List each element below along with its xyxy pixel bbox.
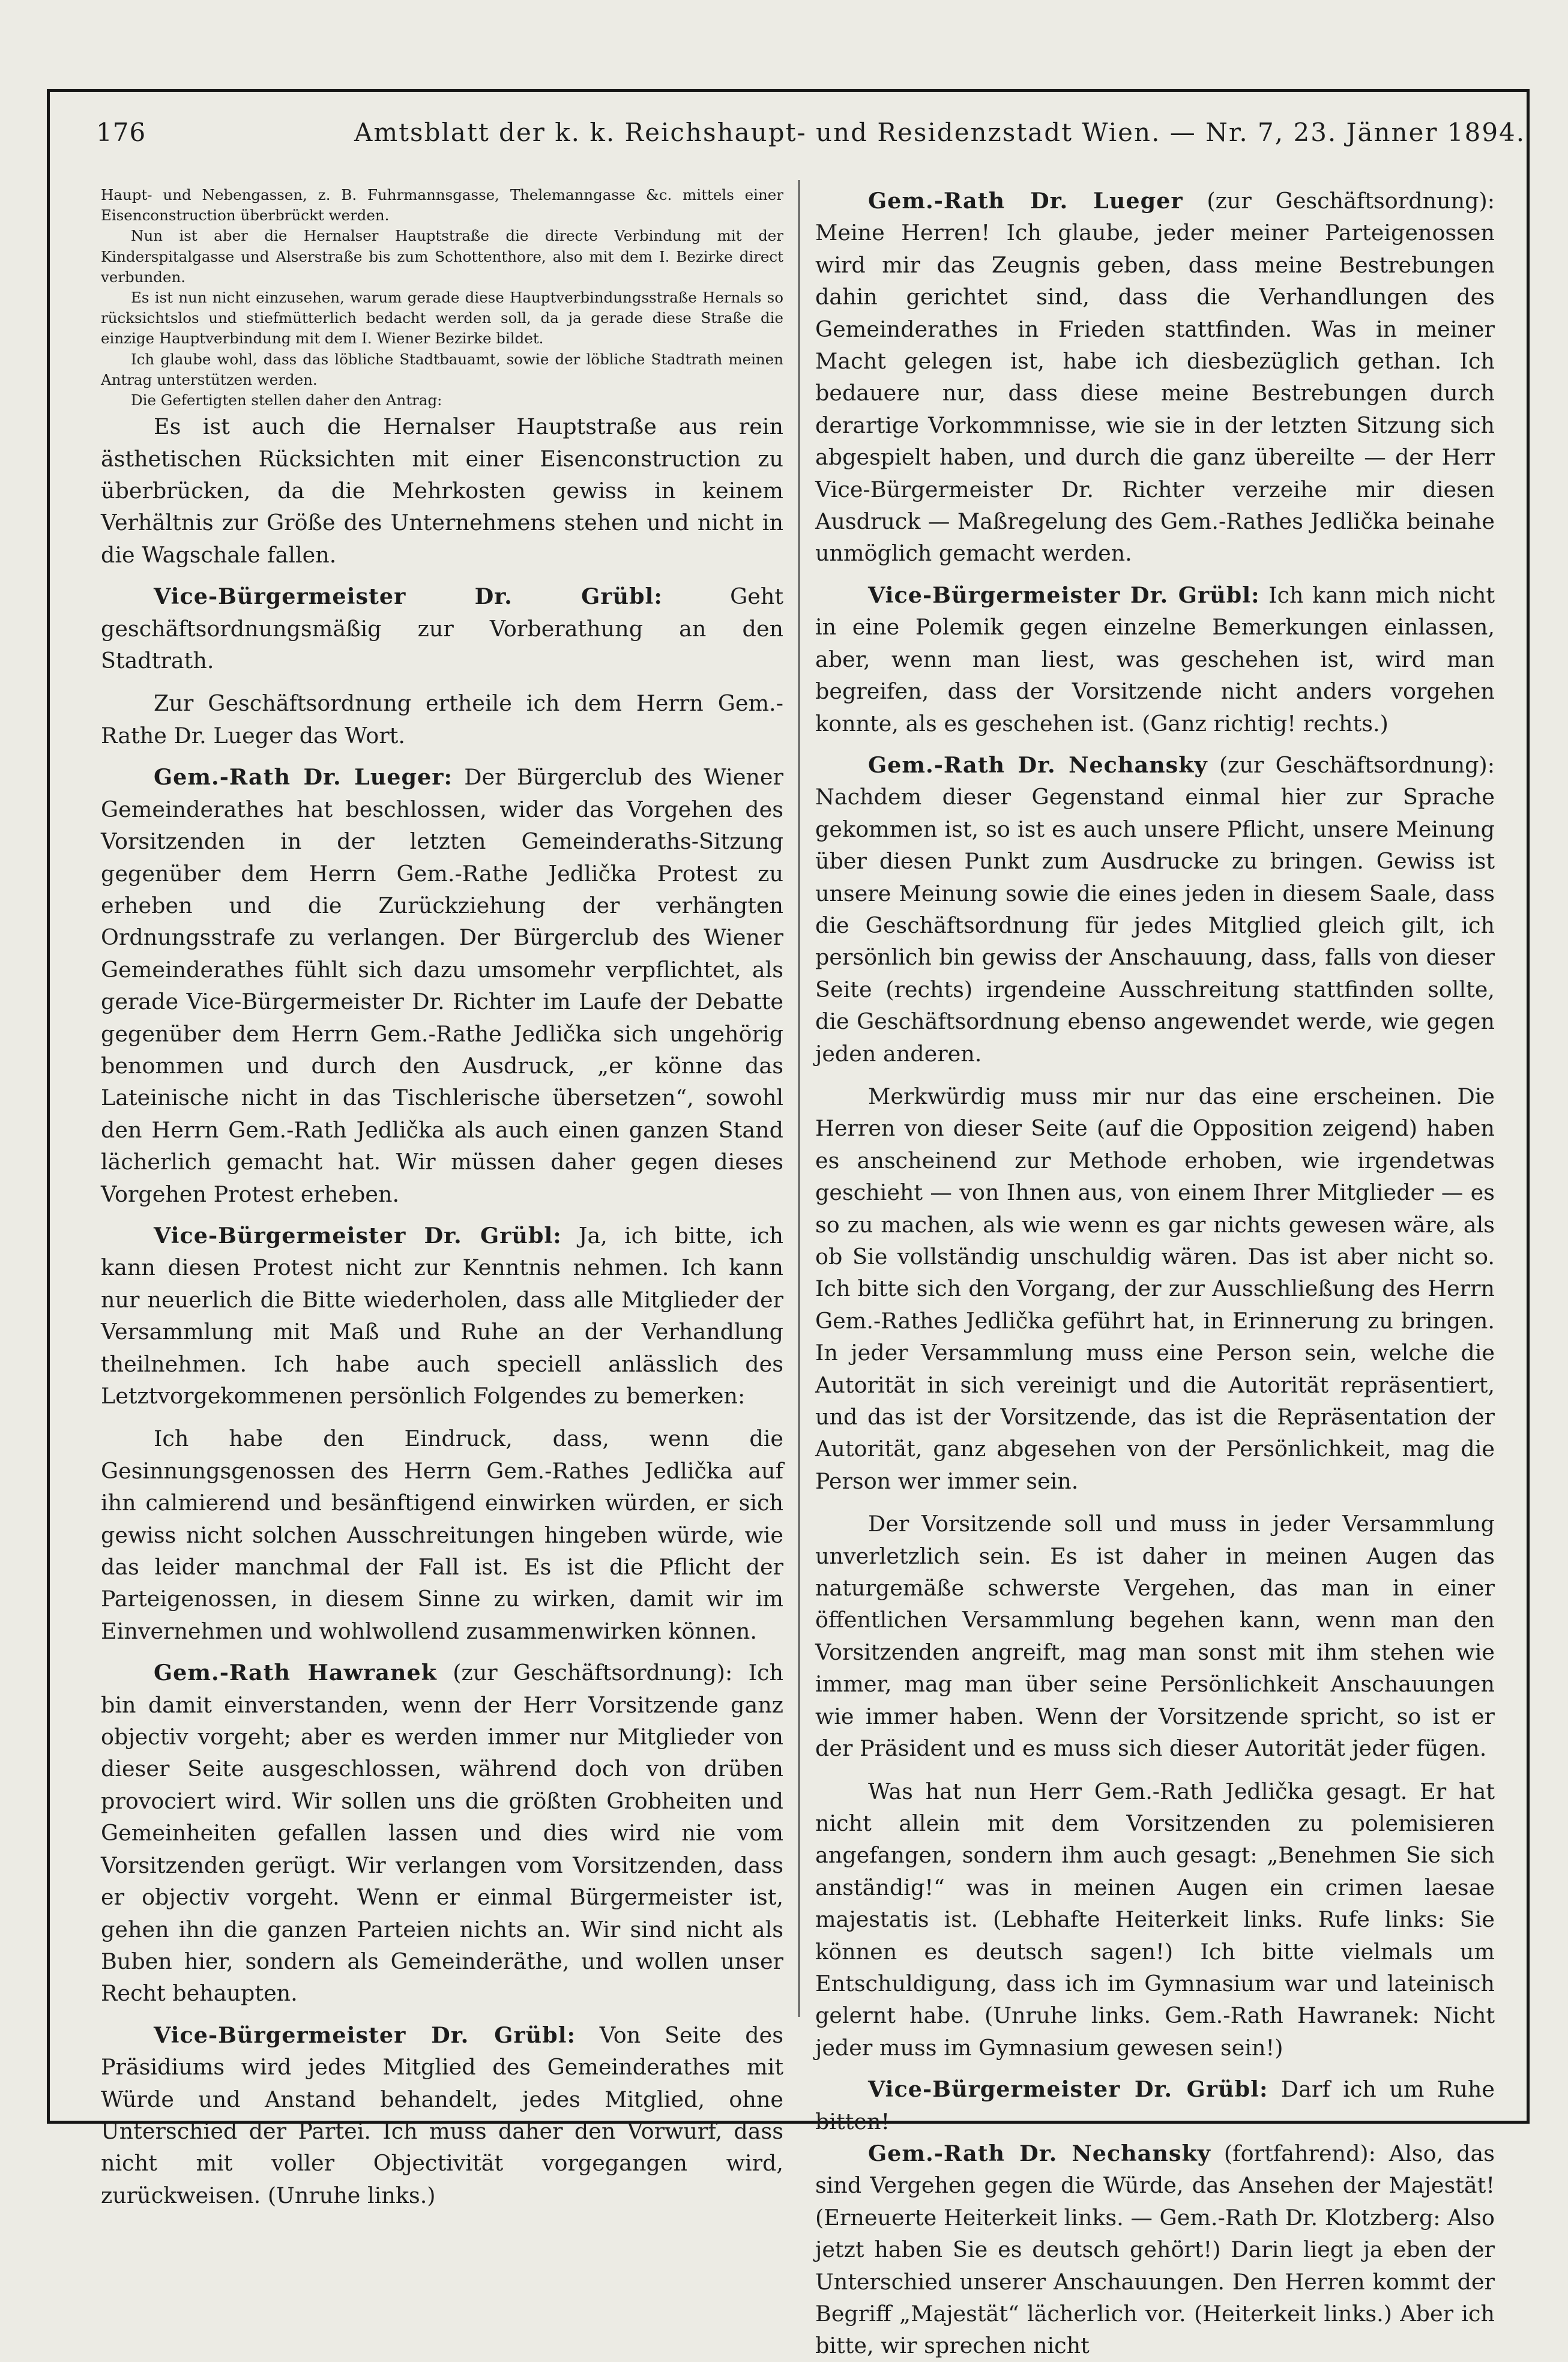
paragraph — [101, 2019, 783, 2211]
paragraph-text: Es ist auch die Hernalser Hauptstraße aus rein ästhetischen Rücksichten mit einer Eisenconstruction zu überbrücken, da die Mehrkosten gewiss in keinem Verhältnis zur Größe des Unternehmens stehen und nicht in die Wagschale fallen. — [101, 414, 783, 568]
speaker-name: Gem.-Rath Dr. Nechansky — [868, 752, 1208, 778]
paragraph — [815, 185, 1495, 570]
paragraph-text: Zur Geschäftsordnung ertheile ich dem Herrn Gem.-Rathe Dr. Lueger das Wort. — [101, 690, 783, 749]
paragraph-text: (zur Geschäftsordnung): Nachdem dieser Gegenstand einmal hier zur Sprache gekommen ist, so ist es auch unsere Pflicht, unsere Meinung über diesen Punkt zum Ausdrucke zu bringen. Gewiss ist unsere Meinung sowie die eines jeden in diesem Saale, dass die Geschäftsordnung für jedes Mitglied gleich gilt, ich persönlich bin gewiss der Anschauung, dass, falls von dieser Seite (rechts) irgendeine Ausschreitung stattfinden sollte, die Geschäftsordnung ebenso angewendet werde, wie gegen jeden anderen. — [815, 752, 1495, 1067]
paragraph — [101, 1220, 783, 1412]
paragraph-text: Der Bürgerclub des Wiener Gemeinderathes hat beschlossen, wider das Vorgehen des Vorsitzenden in der letzten Gemeinderaths-Sitzung gegenüber dem Herrn Gem.-Rathe Jedlička Protest zu erheben und die Zurückziehung der verhängten Ordnungsstrafe zu verlangen. Der Bürgerclub des Wiener Gemeinderathes fühlt sich dazu umsomehr verpflichtet, als gerade Vice-Bürgermeister Dr. Richter im Laufe der Debatte gegenüber dem Herrn Gem.-Rathe Jedlička sich ungehörig benommen und durch den Ausdruck, „er könne das Lateinische nicht in das Tischlerische übersetzen“, sowohl den Herrn Gem.-Rath Jedlička als auch einen ganzen Stand lächerlich gemacht hat. Wir müssen daher gegen dieses Vorgehen Protest erheben. — [101, 764, 783, 1207]
paragraph-text: Von Seite des Präsidiums wird jedes Mitglied des Gemeinderathes mit Würde und Anstand behandelt, jedes Mitglied, ohne Unterschied der Partei. Ich muss daher den Vorwurf, dass nicht mit voller Objectivität vorgegangen wird, zurückweisen. (Unruhe links.) — [101, 2022, 783, 2208]
paragraph-text: Ich habe den Eindruck, dass, wenn die Gesinnungsgenossen des Herrn Gem.-Rathes Jedlička auf ihn calmierend und besänftigend einwirken würden, er sich gewiss nicht solchen Ausschreitungen hingeben würde, wie das leider manchmal der Fall ist. Es ist die Pflicht der Parteigenossen, in diesem Sinne zu wirken, damit wir im Einvernehmen und wohlwollend zusammenwirken können. — [101, 1426, 783, 1644]
paragraph-text: Merkwürdig muss mir nur das eine erscheinen. Die Herren von dieser Seite (auf die Opposition zeigend) haben es anscheinend zur Methode erhoben, wie irgendetwas geschieht — von Ihnen aus, von einem Ihrer Mitglieder — es so zu machen, als wie wenn es gar nichts gewesen wäre, als ob Sie vollständig unschuldig wären. Das ist aber nicht so. Ich bitte sich den Vorgang, der zur Ausschließung des Herrn Gem.-Rathes Jedlička geführt hat, in Erinnerung zu bringen. In jeder Versammlung muss eine Person sein, welche die Autorität in sich vereinigt und die Autorität repräsentiert, und das ist der Vorsitzende, das ist die Repräsentation der Autorität, ganz abgesehen von der Persönlichkeit, mag die Person wer immer sein. — [815, 1083, 1495, 1494]
speaker-name: Gem.-Rath Dr. Nechansky — [868, 2140, 1211, 2166]
paragraph — [101, 1657, 783, 2009]
speaker-name: Gem.-Rath Dr. Lueger: — [154, 764, 453, 791]
paragraph-text: Ich kann mich nicht in eine Polemik gegen einzelne Bemerkungen einlassen, aber, wenn man liest, was geschehen ist, wird man begreifen, dass der Vorsitzende nicht anders vorgehen konnte, als es geschehen ist. (Ganz richtig! rechts.) — [815, 582, 1495, 737]
paragraph-text: Was hat nun Herr Gem.-Rath Jedlička gesagt. Er hat nicht allein mit dem Vorsitzenden zu polemisieren angefangen, sondern ihm auch gesagt: „Benehmen Sie sich anständig!“ was in meinen Augen ein crimen laesae majestatis ist. (Lebhafte Heiterkeit links. Rufe links: Sie können es deutsch sagen!) Ich bitte vielmals um Entschuldigung, dass ich im Gymnasium war und lateinisch gelernt habe. (Unruhe links. Gem.-Rath Hawranek: Nicht jeder muss im Gymnasium gewesen sein!) — [815, 1778, 1495, 2061]
speaker-name: Vice-Bürgermeister Dr. Grübl: — [154, 583, 663, 610]
small-paragraph: Ich glaube wohl, dass das löbliche Stadtbauamt, sowie der löbliche Stadtrath meinen Antrag unterstützen werden. — [101, 350, 783, 388]
paragraph — [101, 761, 783, 1210]
paragraph-text: Der Vorsitzende soll und muss in jeder Versammlung unverletzlich sein. Es ist daher in meinen Augen das naturgemäße schwerste Vergehen, das man in einer öffentlichen Versammlung begehen kann, wenn man den Vorsitzenden angreift, mag man sonst mit ihm stehen wie immer, mag man über seine Persönlichkeit Anschauungen wie immer haben. Wenn der Vorsitzende spricht, so ist er der Präsident und es muss sich dieser Autorität jeder fügen. — [815, 1511, 1495, 1762]
right-column — [815, 185, 1495, 2362]
paragraph — [101, 687, 783, 752]
paragraph-text: (zur Geschäftsordnung): Meine Herren! Ich glaube, jeder meiner Parteigenossen wird mir das Zeugnis geben, dass meine Bestrebungen dahin gerichtet sind, dass die Verhandlungen des Gemeinderathes in Frieden stattfinden. Was in meiner Macht gelegen ist, habe ich diesbezüglich gethan. Ich bedauere nur, dass diese meine Bestrebungen durch derartige Vorkommnisse, wie sie in der letzten Sitzung sich abgespielt haben, und durch die ganz übereilte — der Herr Vice-Bürgermeister Dr. Richter verzeihe mir diesen Ausdruck — Maßregelung des Gem.-Rathes Jedlička beinahe unmöglich gemacht werden. — [815, 188, 1495, 567]
small-paragraph: Nun ist aber die Hernalser Hauptstraße die directe Verbindung mit der Kinderspitalgasse und Alserstraße bis zum Schottenthore, also mit dem I. Bezirke direct verbunden. — [101, 227, 783, 286]
paragraph — [101, 411, 783, 571]
speaker-name: Gem.-Rath Hawranek — [154, 1660, 437, 1686]
paragraph — [815, 749, 1495, 1070]
small-paragraph: Es ist nun nicht einzusehen, warum gerade diese Hauptverbindungsstraße Hernals so rücksichtslos und stiefmütterlich bedacht werden soll, da ja gerade diese Straße die einzige Hauptverbindung mit dem I. Wiener Bezirke bildet. — [101, 289, 783, 348]
left-column — [101, 185, 783, 2211]
small-paragraph: Haupt- und Nebengassen, z. B. Fuhrmannsgasse, Thelemanngasse &c. mittels einer Eisenconstruction überbrückt werden. — [101, 186, 783, 224]
small-paragraph: Die Gefertigten stellen daher den Antrag: — [131, 391, 442, 409]
speaker-name: Vice-Bürgermeister Dr. Grübl: — [154, 1222, 562, 1249]
speaker-name: Gem.-Rath Dr. Lueger — [868, 188, 1183, 214]
speaker-name: Vice-Bürgermeister Dr. Grübl: — [868, 2076, 1268, 2103]
column-divider — [798, 180, 800, 2017]
paragraph-text: (fortfahrend): Also, das sind Vergehen gegen die Würde, das Ansehen der Majestät! (Erneuerte Heiterkeit links. — Gem.-Rath Dr. Klotzberg: Also jetzt haben Sie es deutsch gehört!) Darin liegt ja eben der Unterschied unserer Anschauungen. Den Herren kommt der Begriff „Majestät“ lächerlich vor. (Heiterkeit links.) Aber ich bitte, wir sprechen nicht — [815, 2140, 1495, 2359]
paragraph — [815, 1508, 1495, 1764]
paragraph — [815, 1776, 1495, 2064]
running-title: Amtsblatt der k. k. Reichshaupt- und Residenzstadt Wien. — Nr. 7, 23. Jänner 1894. — [354, 118, 1526, 147]
speaker-name: Vice-Bürgermeister Dr. Grübl: — [154, 2022, 576, 2048]
paragraph-text: Geht geschäftsordnungsmäßig zur Vorberathung an den Stadtrath. — [101, 583, 783, 674]
paragraph-text: Ja, ich bitte, ich kann diesen Protest nicht zur Kenntnis nehmen. Ich kann nur neuerlich die Bitte wiederholen, dass alle Mitglieder der Versammlung mit Maß und Ruhe an der Verhandlung theilnehmen. Ich habe auch speciell anlässlich des Letztvorgekommenen persönlich Folgendes zu bemerken: — [101, 1222, 783, 1409]
paragraph — [101, 580, 783, 676]
paragraph — [815, 579, 1495, 740]
page-header — [96, 118, 1526, 154]
paragraph — [815, 1080, 1495, 1497]
paragraph — [815, 2138, 1495, 2362]
paragraph — [815, 2073, 1495, 2138]
paragraph-text: (zur Geschäftsordnung): Ich bin damit einverstanden, wenn der Herr Vorsitzende ganz objectiv vorgeht; aber es werden immer nur Mitglieder von dieser Seite ausgeschlossen, während doch von drüben provociert wird. Wir sollen uns die größten Grobheiten und Gemeinheiten gefallen lassen und dies wird nie vom Vorsitzenden gerügt. Wir verlangen vom Vorsitzenden, dass er objectiv vorgeht. Wenn er einmal Bürgermeister ist, gehen ihn die ganzen Parteien nichts an. Wir sind nicht als Buben hier, sondern als Gemeinderäthe, und wollen unser Recht behaupten. — [101, 1660, 783, 2007]
page-number: 176 — [96, 118, 146, 147]
paragraph-text: Darf ich um Ruhe bitten! — [815, 2076, 1495, 2135]
paragraph — [101, 1423, 783, 1647]
speaker-name: Vice-Bürgermeister Dr. Grübl: — [868, 582, 1260, 608]
